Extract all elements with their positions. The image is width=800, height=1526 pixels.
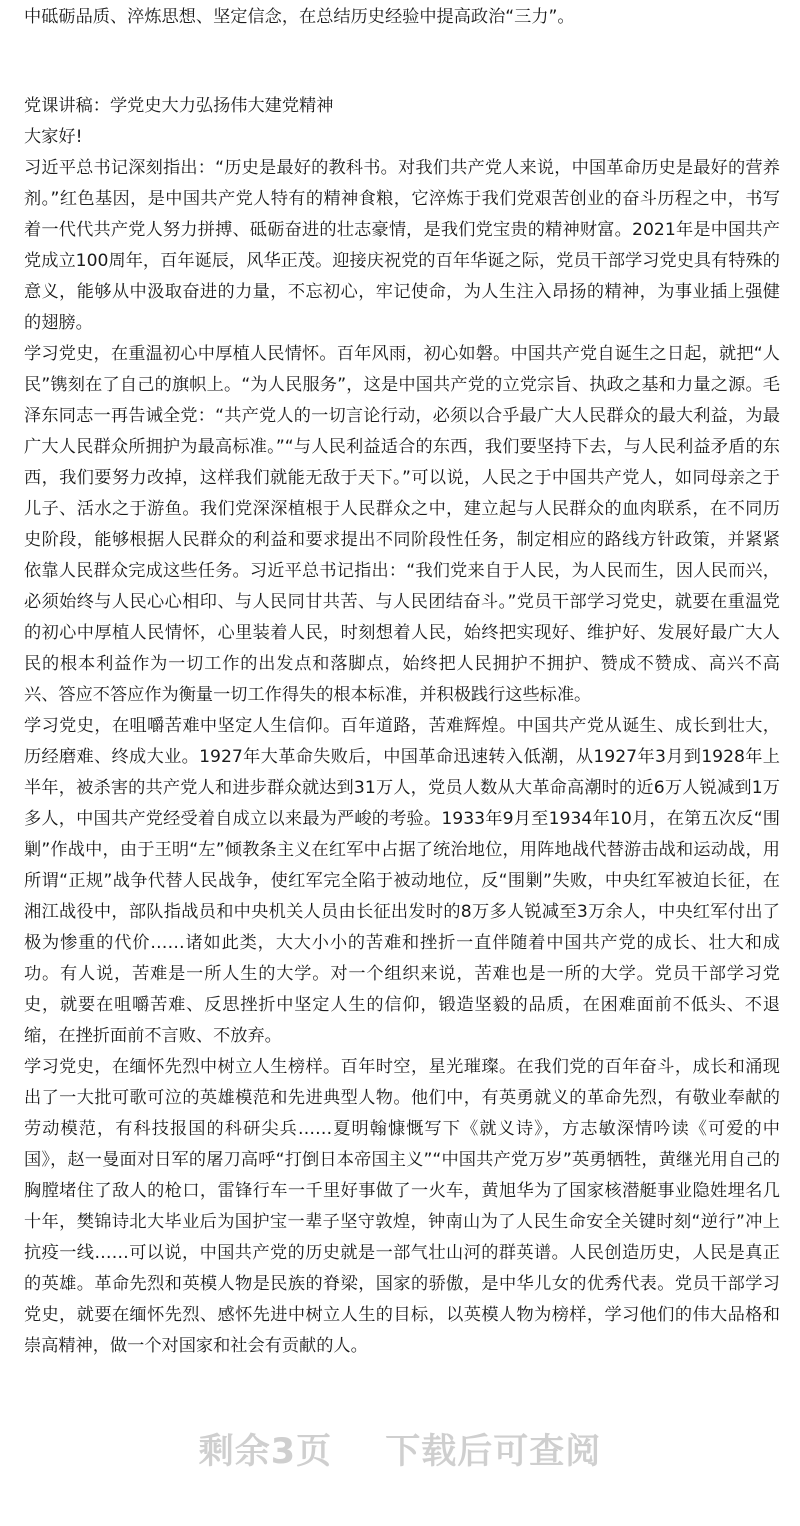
document-page <box>24 0 780 1362</box>
article-greeting: 大家好! <box>24 127 83 147</box>
article-paragraph: 习近平总书记深刻指出：“历史是最好的教科书。对我们共产党人来说，中国革命历史是最好的营养剂。”红色基因，是中国共产党人特有的精神食粮，它淬炼于我们党艰苦创业的奋斗历程之中，书写着一代代共产党人努力拼搏、砥砺奋进的壮志豪情，是我们党宝贵的精神财富。2021年是中国共产党成立100周年，百年诞辰，风华正茂。迎接庆祝党的百年华诞之际，党员干部学习党史具有特殊的意义，能够从中汲取奋进的力量，不忘初心，牢记使命，为人生注入昂扬的精神，为事业插上强健的翅膀。 <box>24 158 780 333</box>
article-paragraph: 学习党史，在缅怀先烈中树立人生榜样。百年时空，星光璀璨。在我们党的百年奋斗，成长和涌现出了一大批可歌可泣的英雄模范和先进典型人物。他们中，有英勇就义的革命先烈，有敬业奉献的劳动模范，有科技报国的科研尖兵……夏明翰慷慨写下《就义诗》，方志敏深情吟读《可爱的中国》，赵一曼面对日军的屠刀高呼“打倒日本帝国主义”“中国共产党万岁”英勇牺牲，黄继光用自己的胸膛堵住了敌人的枪口，雷锋行车一千里好事做了一火车，黄旭华为了国家核潜艇事业隐姓埋名几十年，樊锦诗北大毕业后为国护宝一辈子坚守敦煌，钟南山为了人民生命安全关键时刻“逆行”冲上抗疫一线……可以说，中国共产党的历史就是一部气壮山河的群英谱。人民创造历史，人民是真正的英雄。革命先烈和英模人物是民族的脊梁，国家的骄傲，是中华儿女的优秀代表。党员干部学习党史，就要在缅怀先烈、感怀先进中树立人生的目标，以英模人物为榜样，学习他们的伟大品格和崇高精神，做一个对国家和社会有贡献的人。 <box>24 1057 780 1356</box>
download-prompt[interactable] <box>0 1422 800 1482</box>
article-title: 党课讲稿：学党史大力弘扬伟大建党精神 <box>24 96 334 116</box>
article-paragraph: 学习党史，在咀嚼苦难中坚定人生信仰。百年道路，苦难辉煌。中国共产党从诞生、成长到壮大，历经磨难、终成大业。1927年大革命失败后，中国革命迅速转入低潮，从1927年3月到1928年上半年，被杀害的共产党人和进步群众就达到31万人，党员人数从大革命高潮时的近6万人锐减到1万多人，中国共产党经受着自成立以来最为严峻的考验。1933年9月至1934年10月，在第五次反“围剿”作战中，由于王明“左”倾教条主义在红军中占据了统治地位，用阵地战代替游击战和运动战，用所谓“正规”战争代替人民战争，使红军完全陷于被动地位，反“围剿”失败，中央红军被迫长征，在湘江战役中，部队指战员和中央机关人员由长征出发时的8万多人锐减至3万余人，中央红军付出了极为惨重的代价……诸如此类，大大小小的苦难和挫折一直伴随着中国共产党的成长、壮大和成功。有人说，苦难是一所人生的大学。对一个组织来说，苦难也是一所的大学。党员干部学习党史，就要在咀嚼苦难、反思挫折中坚定人生的信仰，锻造坚毅的品质，在困难面前不低头、不退缩，在挫折面前不言败、不放弃。 <box>24 716 780 1046</box>
download-to-view-label: 下载后可查阅 <box>385 1432 602 1472</box>
article-paragraph: 学习党史，在重温初心中厚植人民情怀。百年风雨，初心如磐。中国共产党自诞生之日起，就把“人民”镌刻在了自己的旗帜上。“为人民服务”，这是中国共产党的立党宗旨、执政之基和力量之源。毛泽东同志一再告诫全党：“共产党人的一切言论行动，必须以合乎最广大人民群众的最大利益，为最广大人民群众所拥护为最高标准。”“与人民利益适合的东西，我们要坚持下去，与人民利益矛盾的东西，我们要努力改掉，这样我们就能无敌于天下。”可以说，人民之于中国共产党人，如同母亲之于儿子、活水之于游鱼。我们党深深植根于人民群众之中，建立起与人民群众的血肉联系，在不同历史阶段，能够根据人民群众的利益和要求提出不同阶段性任务，制定相应的路线方针政策，并紧紧依靠人民群众完成这些任务。习近平总书记指出：“我们党来自于人民，为人民而生，因人民而兴，必须始终与人民心心相印、与人民同甘共苦、与人民团结奋斗。”党员干部学习党史，就要在重温党的初心中厚植人民情怀，心里装着人民，时刻想着人民，始终把实现好、维护好、发展好最广大人民的根本利益作为一切工作的出发点和落脚点，始终把人民拥护不拥护、赞成不赞成、高兴不高兴、答应不答应作为衡量一切工作得失的根本标准，并积极践行这些标准。 <box>24 344 780 705</box>
previous-section-tail: 中砥砺品质、淬炼思想、坚定信念，在总结历史经验中提高政治“三力”。 <box>24 7 575 27</box>
section-gap <box>24 33 780 91</box>
remaining-pages-label: 剩余3页 <box>198 1432 333 1472</box>
